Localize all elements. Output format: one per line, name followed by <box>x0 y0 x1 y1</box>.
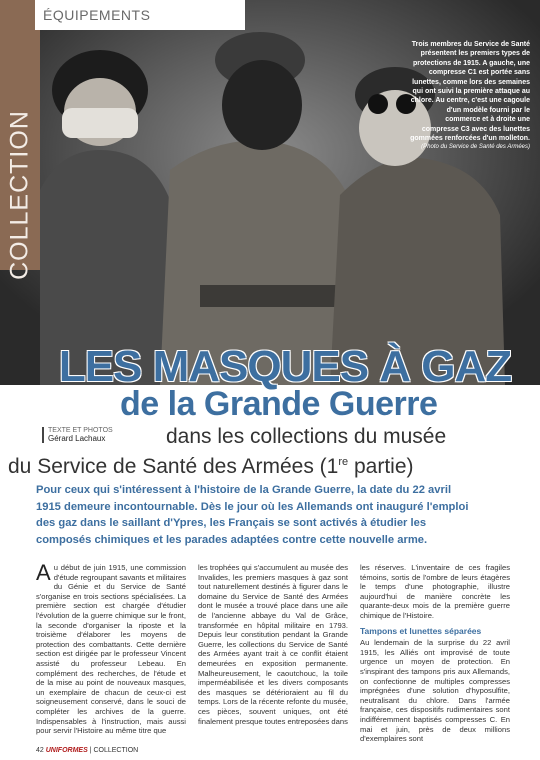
section-label <box>35 0 245 30</box>
body-column-1 <box>36 560 186 736</box>
subtitle-main: du Service de Santé des Armées (1 <box>8 455 339 478</box>
photo-credit: (Photo du Service de Santé des Armées) <box>421 144 530 151</box>
section-label-text: ÉQUIPEMENTS <box>43 7 151 23</box>
drop-cap: A <box>36 560 51 585</box>
photo-caption-text: Trois membres du Service de Santé présentent les premiers types de protections de 1915. A gauche, une compresse C1 est portée sans lunettes, comme lors des semaines qui ont suivi la première attaque au chlore. Au centre, c'est une cagoule d'un modèle fourni par le commerce et à droite une compresse C3 avec des lunettes gommées renforcées d'un molleton. <box>410 41 530 143</box>
body-column-3-text: les réserves. L'inventaire de ces fragiles témoins, sortis de l'ombre de leurs étagères le temps d'une photographie, illustre aujourd'hui de manière concrète les quarante-deux mois de la première guerre chimique de l'Histoire. <box>360 563 510 620</box>
credits-label: TEXTE ET PHOTOS <box>48 427 113 434</box>
side-tab <box>0 0 40 280</box>
footer-section: | COLLECTION <box>89 747 139 754</box>
article-title-line2: de la Grande Guerre <box>120 385 438 423</box>
magazine-name: UNIFORMES <box>45 747 88 754</box>
page-number: 42 <box>36 747 44 754</box>
article-lead: Pour ceux qui s'intéressent à l'histoire de la Grande Guerre, la date du 22 avril 1915 demeure incontournable. Dès le jour où les Allemands ont inauguré l'emploi des gaz dans le saillant d'Ypres, les Français se sont activés à étudier les composés chimiques et les parades adaptées contre cette nouvelle arme. <box>36 484 469 546</box>
article-subtitle-line2 <box>8 455 414 479</box>
body-column-2 <box>198 563 348 726</box>
section-heading: Tampons et lunettes séparées <box>360 625 482 636</box>
page-footer <box>36 747 138 754</box>
body-column-1-text: u début de juin 1915, une commission d'étude regroupant savants et militaires du Génie et du Service de Santé s'organise en trois sections spécialisées. La première section est chargée d'étudier l'évolution de la guerre chimique sur le front, la seconde d'organiser la riposte et la troisième d'élaborer les moyens de protection des combattants. Cette dernière section est dirigée par le professeur Vincent assisté du professeur Lebeau. En complément des recherches, de l'étude et de la mise au point de nouveaux masques, un exemplaire de chacun de ceux-ci est soigneusement conservé, dans le souci de compléter les archives de la guerre. Indispensables à l'instruction, mais aussi pour servir l'Histoire au même titre que <box>36 563 186 736</box>
body-column-3 <box>360 563 510 744</box>
subtitle-sup: re <box>338 456 349 468</box>
article-subtitle-line1: dans les collections du musée <box>166 425 447 448</box>
side-tab-label: COLLECTION <box>5 110 34 280</box>
article-title: LES MASQUES À GAZ <box>58 342 512 391</box>
body-column-3-text-2: Au lendemain de la surprise du 22 avril 1915, les Alliés ont improvisé de toute urgence un moyen de protection. En s'inspirant des tampons pris aux Allemands, on confectionne de multiples compresses imprégnées d'une solution d'hyposulfite, neutralisant du chlore. Dans l'armée française, ces dispositifs rudimentaires sont indifféremment baptisés compresses C. En mai et juin, près de deux millions d'exemplaires sont <box>360 638 510 744</box>
article-credits <box>42 427 113 443</box>
subtitle-end: partie) <box>348 455 414 478</box>
photo-caption <box>410 40 530 153</box>
author-name: Gérard Lachaux <box>48 434 106 443</box>
body-column-2-text: les trophées qui s'accumulent au musée des Invalides, les premiers masques à gaz sont tout naturellement destinés à figurer dans le domaine du Service de Santé des Armées dont le musée a trouvé place dans une aile de l'ancienne abbaye du Val de Grâce, transformée en hôpital militaire en 1793. Depuis leur constitution pendant la Grande Guerre, les collections du Service de Santé des Armées ayant trait à ce conflit étaient demeurées en exposition permanente. Malheureusement, le caoutchouc, la toile imperméabilisée et les divers composants des masques se détérioraient au fil du temps. Lors de la récente refonte du musée, ces pièces, souvent uniques, ont été finalement presque toutes entreposées dans <box>198 563 348 726</box>
